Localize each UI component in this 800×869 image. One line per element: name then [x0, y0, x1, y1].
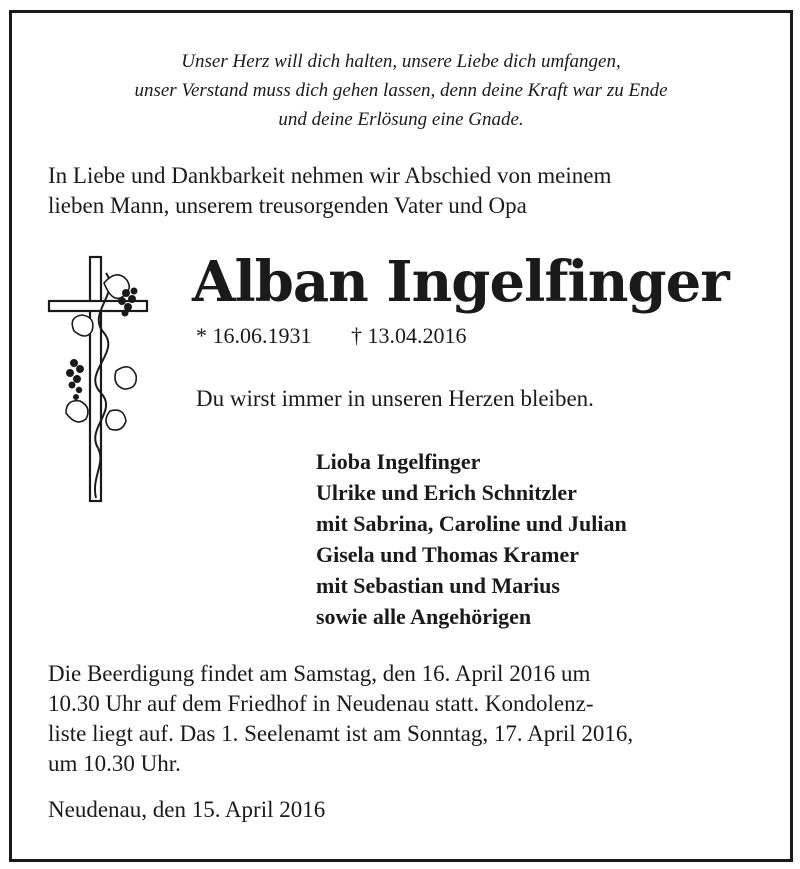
funeral-details [48, 659, 633, 779]
obituary-notice [9, 10, 793, 862]
mourner-line: Ulrike und Erich Schnitzler [316, 480, 577, 505]
motto-verse [12, 47, 790, 134]
mourner-line: Lioba Ingelfinger [316, 449, 481, 474]
farewell-intro [48, 161, 611, 221]
memorial-quote: Du wirst immer in unseren Herzen bleiben. [196, 386, 594, 411]
motto-line: unser Verstand muss dich gehen lassen, denn deine Kraft war zu Ende [134, 80, 668, 101]
intro-line: lieben Mann, unserem treusorgenden Vater und Opa [48, 193, 527, 218]
motto-line: und deine Erlösung eine Gnade. [278, 109, 524, 130]
intro-line: In Liebe und Dankbarkeit nehmen wir Abschied von meinem [48, 163, 612, 188]
life-dates [196, 323, 467, 349]
motto-line: Unser Herz will dich halten, unsere Liebe dich umfangen, [181, 51, 621, 72]
funeral-line: Die Beerdigung findet am Samstag, den 16. April 2016 um [48, 661, 591, 686]
mourners-list [316, 446, 627, 632]
funeral-line: 10.30 Uhr auf dem Friedhof in Neudenau statt. Kondolenz- [48, 691, 594, 716]
mourner-line: mit Sabrina, Caroline und Julian [316, 511, 627, 536]
birth-date: * 16.06.1931 [196, 323, 312, 348]
deceased-name: Alban Ingelfinger [192, 249, 729, 315]
mourner-line: mit Sebastian und Marius [316, 573, 560, 598]
funeral-line: um 10.30 Uhr. [48, 751, 181, 776]
death-date: † 13.04.2016 [351, 323, 467, 348]
funeral-line: liste liegt auf. Das 1. Seelenamt ist am Sonntag, 17. April 2016, [48, 721, 634, 746]
cross-with-grapevine-icon [46, 253, 150, 503]
mourner-line: Gisela und Thomas Kramer [316, 542, 580, 567]
place-and-date: Neudenau, den 15. April 2016 [48, 797, 326, 822]
mourner-line: sowie alle Angehörigen [316, 604, 532, 629]
